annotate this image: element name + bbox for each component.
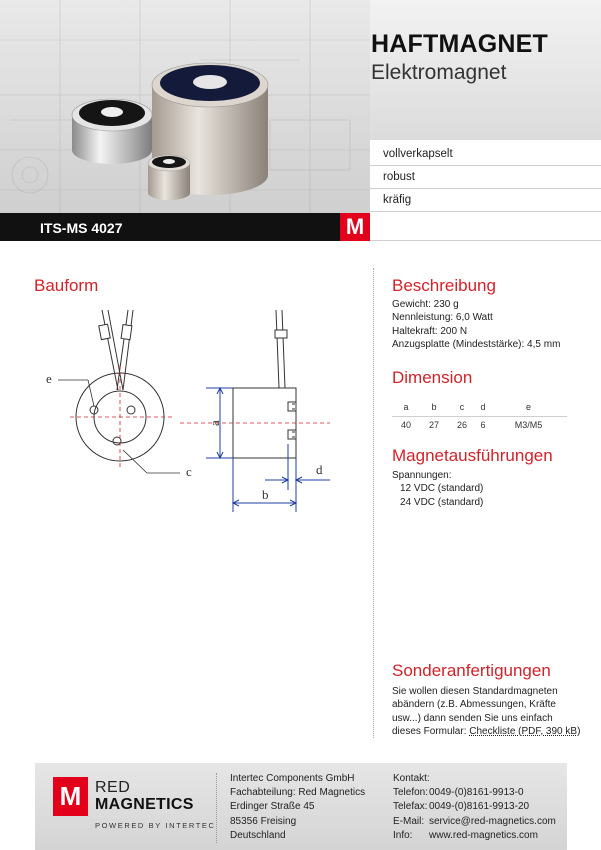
contact-website[interactable]: Info: www.red-magnetics.com: [393, 829, 538, 841]
product-code: ITS-MS 4027: [0, 213, 340, 241]
contact-fax: Telefax: 0049-(0)8161-9913-20: [393, 801, 530, 813]
medium-magnet: [72, 99, 152, 164]
sonder-line: Sie wollen diesen Standardmagneten: [392, 686, 558, 697]
spec-line: Gewicht: 230 g: [392, 299, 459, 310]
logo-tagline: POWERED BY INTERTEC: [95, 821, 216, 830]
dim-label-a: a: [207, 420, 222, 426]
address-line: Fachabteilung: Red Magnetics: [230, 787, 366, 799]
feature-item: robust: [370, 166, 601, 189]
product-photo: [0, 0, 370, 215]
sonder-line: [392, 725, 580, 738]
dim-label-c: c: [186, 464, 192, 479]
m-logo-icon: M: [340, 213, 370, 241]
address-line: 85356 Freising: [230, 815, 297, 827]
divider: [370, 240, 601, 241]
magnetausfuehrungen-title: Magnetausführungen: [392, 446, 553, 465]
technical-drawing: [30, 290, 370, 530]
beschreibung-title: Beschreibung: [392, 276, 496, 295]
checkliste-link[interactable]: Checkliste (PDF, 390 kB): [469, 725, 581, 737]
voltage-item: 24 VDC (standard): [400, 496, 484, 508]
dimension-title: Dimension: [392, 368, 473, 387]
dim-label-e: e: [46, 371, 52, 386]
sonder-title: Sonderanfertigungen: [392, 661, 551, 680]
column-divider: [373, 268, 374, 738]
red-magnetics-logo-icon: M: [53, 777, 88, 816]
spec-line: Haltekraft: 200 N: [392, 325, 468, 337]
spec-line: Nennleistung: 6,0 Watt: [392, 312, 493, 324]
bauform-title: Bauform: [34, 276, 99, 295]
company-address: [230, 772, 365, 843]
table-header: a: [392, 398, 420, 416]
voltage-label: Spannungen:: [392, 470, 452, 481]
table-cell: 27: [428, 420, 439, 431]
contact-title: Kontakt:: [393, 773, 430, 784]
voltage-item: 12 VDC (standard): [400, 483, 484, 495]
table-header: b: [420, 398, 448, 416]
contact-block: [393, 772, 556, 843]
table-cell: 40: [400, 420, 411, 431]
feature-item: kräfig: [370, 189, 601, 212]
table-cell: 6: [480, 420, 486, 431]
feature-item: vollverkapselt: [370, 143, 601, 166]
dim-label-b: b: [262, 487, 269, 502]
logo-text-magnetics: MAGNETICS: [95, 796, 194, 813]
sonder-prefix: dieses Formular:: [392, 725, 470, 737]
footer-divider: [216, 773, 217, 843]
dimension-table: [392, 398, 567, 434]
dim-label-d: d: [316, 462, 323, 477]
address-line: Deutschland: [230, 829, 286, 841]
footer: [35, 763, 567, 850]
address-line: Erdinger Straße 45: [230, 801, 315, 813]
table-header: d: [476, 398, 490, 416]
address-line: Intertec Components GmbH: [230, 773, 355, 784]
table-header-row: [392, 398, 567, 416]
sonder-line: abändern (z.B. Abmessungen, Kräfte: [392, 699, 556, 711]
table-cell: M3/M5: [514, 420, 543, 431]
beschreibung-text: [392, 298, 560, 351]
voltage-block: [392, 469, 483, 509]
contact-email[interactable]: E-Mail: service@red-magnetics.com: [393, 815, 556, 827]
table-row: [392, 416, 567, 434]
spec-line: Anzugsplatte (Mindeststärke): 4,5 mm: [392, 338, 561, 350]
table-cell: 26: [456, 420, 467, 431]
small-magnet: [148, 155, 190, 200]
sonder-line: usw...) dann senden Sie uns einfach: [392, 712, 553, 724]
table-header: e: [490, 398, 567, 416]
sonder-text: [392, 685, 580, 738]
page-subtitle: Elektromagnet: [371, 61, 507, 84]
table-header: c: [448, 398, 476, 416]
logo-text-red: RED: [95, 779, 131, 796]
page-title: HAFTMAGNET: [371, 30, 548, 58]
contact-phone: Telefon: 0049-(0)8161-9913-0: [393, 787, 524, 799]
feature-list: [370, 143, 601, 212]
magnet-images: [0, 0, 370, 215]
